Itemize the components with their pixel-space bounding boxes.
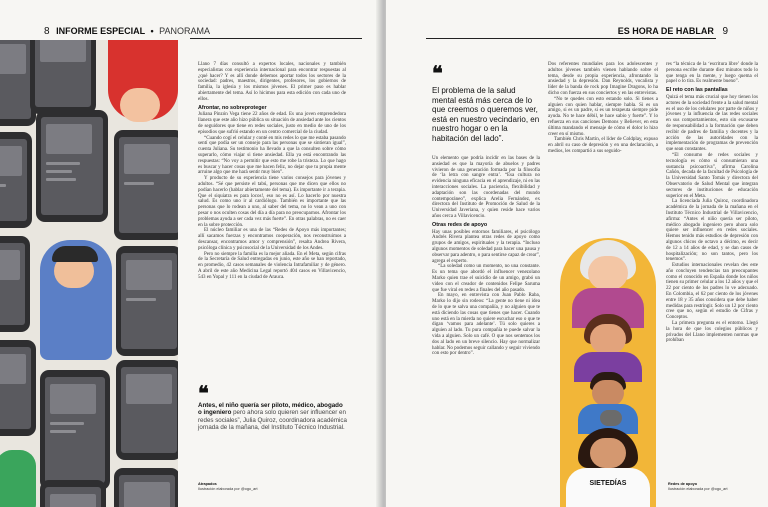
mother-face (590, 324, 626, 354)
subheading: El reto con las pantallas (666, 87, 728, 94)
paragraph: La primera pregunta es el entorno. Llegó la hora de que los colegios públicos y privados del Llano implementen normas que prohíban (666, 321, 758, 344)
phone-graphic (0, 340, 36, 436)
left-caption (198, 482, 298, 491)
subheading: Otras redes de apoyo (432, 221, 488, 228)
green-figure (0, 450, 36, 507)
paragraph: Pero no siempre la familia es la mejor aliada. En el Meta, según cifras de la Secretaría de Salud entregadas en junio, este año se han reportado, en promedio, 42 casos semanales de violencia Intrafamiliar y de género. A abril de este año Medicina Legal reportó 404 casos en Villavicencio, 543 en Yopal y 111 en la ciudad de Arauca. (198, 251, 346, 280)
phone-graphic (114, 468, 178, 507)
caption-credit: Ilustración elaborada por @ogo_art (668, 486, 728, 491)
paragraph: La licenciada Julia Quiroz, coordinadora académica de la jornada de la mañana en el Instituto Técnico Industrial de Villavicencio, afirma: “Antes el niño quería ser piloto, médico abogado ingeniero pero ahora solo quiere ser influencer en redes sociales. Hemos tenido más estudios de depresión con algunos chicos de octavo a décimo, es decir de 12 a 14 años de edad, y se dan casos de hospitalización; no son tantos, pero los tenemos”. (666, 199, 758, 263)
paragraph: Quizá el tema más crucial que hoy tienen los actores de la sociedad frente a la salud mental es el uso de los celulares por parte de niños y jóvenes y la influencia de las redes sociales en sus comportamientos, esto sin excusarse de responsabilidad a la formación que deben recibir de padres de familia y docentes y la acción de las autoridades con la implementación de programas de prevención que sean constantes. (666, 94, 758, 153)
left-page-number: 8 (44, 26, 50, 37)
paragraph: Dos referentes mundiales para los adolescentes y adultos jóvenes también vienen hablando sobre el tema, desde su propia experiencia, afrontando la ansiedad y la depresión. Dan Reynolds, vocalista y líder de la banda de rock pop Imagine Dragons, lo ha dicho con fuerza en sus conciertos y en las entrevistas. (548, 62, 658, 96)
phone-graphic (114, 130, 178, 240)
paragraph: Juliana Pinzón Vega tiene 22 años de edad. Es una joven emprendedora llanera que este año hizo pública su situación de ansiedad ante los cientos de seguidores que tiene en redes sociales, justo en medio de uno de los episodios que sufrió estando en un centro comercial de la ciudad. (198, 112, 346, 135)
phone-graphic (40, 480, 106, 507)
pull-quote-rest: pero ahora solo quieren ser influencer en redes sociales”, Julia Quiroz, coordinadora académica jornada de la mañana, del Instituto Técnico Industrial. (198, 409, 347, 432)
pull-quote-text: El problema de la salud mental está más cerca de lo que creemos o queremos ver, está en nuestro vecindario, en nuestro hogar o en la habitación del lado”. (432, 86, 540, 143)
subheading: Afrontar, no sobreproteger (198, 104, 267, 111)
right-page-number: 9 (722, 26, 728, 37)
header-separator: • (150, 26, 154, 36)
girl-face (590, 438, 626, 468)
right-article-column-1 (432, 156, 540, 357)
caption-title: Redes de apoyo (668, 482, 698, 486)
paragraph: “La soledad como un momento, no una constante. Es un tema que abordó el influencer venezolano Marko quien trae el suicidio de un amigo, grabó un video con el creador de contenidos Felipe Saruma que fue viral en redes a finales del año pasado. (432, 264, 540, 293)
paragraph: Llano 7 días consultó a expertos locales, nacionales y también especialistas con experiencia internacional para encontrar respuestas al ¿qué hacer? Y es allí donde debemos aportar todos los sectores de la sociedad: padres, maestros, dirigentes, profesores, los gobiernos de familia, la iglesia y los mismos jóvenes. El primer paso es hablar abiertamente del tema. Así lo hicimos para esta edición con cada uno de ellos. (198, 62, 346, 102)
caption-title: Atrapados (198, 482, 217, 486)
cat-figure (600, 410, 622, 426)
left-article-column (198, 62, 346, 280)
paragraph: Hay unas posibles entornos familiares, el psicólogo Andrés Rivera plantea otras redes de apoyo como grupos de amigos, espirituales y la terapia. “Incluso algunos momentos de soledad para hacer una pausa y observar para adentro, o para sentirse capaz de crear”, agrega el experto. (432, 229, 540, 264)
paragraph: Un elemento que podría incidir en las bases de la ansiedad es que la mayoría de abuelos y padres vivieron de una generación formada por la filosofía de ‘la letra con sangre entra’. “Esa cultura no evidencia ninguna eficacia en el aprendizaje, ni en las interacciones sociales. La paciencia, flexibilidad y adaptación son las coordenadas del mundo contemporáneo”, explica Arelia Fernández, ex directora del Instituto de Promoción de Salud de la Universidad Javeriana, y quien reside hace varios años cerca a Villavicencio. (432, 156, 540, 219)
paragraph: En mayo, en entrevista con Juan Pablo Raba, Marko lo dijo sin rodeos: “La gente no tiene ni idea de lo que te salva una compañía, y no alguien que te está diciendo las cosas que tienes que hacer. Cuando uno está en la mierda no quiere escuchar eso o que te digan ‘vamos para adelante’. Tú solo quieres a alguien al lado. Tu pura compañía te puede salvar la vida a alguien. Solo un café. O que nos sentemos los dos al lado en un breve silencio. Hay que normalizar hablar. No podemos seguir callando y seguir viviendo con esto por dentro”. (432, 293, 540, 357)
phones-illustration (0, 40, 178, 507)
paragraph: “Cuando cogí el celular y conté en mis redes lo que me estaba pasando sentí que podía ser un consejo para las personas que se sintieran igual”, cuenta Juliana. Su testimonio ha llevado a que la consulten sobre cómo superarlo, cómo viajar si tiene ansiedad. Ella ya está encontrando las respuestas: “No voy a permitir que esto me robe la tristeza. Lo que hago es buscar y hacer cosas que me hacen feliz, no dejar que tu propia mente arruine algo que me hará sentir muy bien”. (198, 135, 346, 176)
left-pull-quote (198, 383, 348, 432)
right-page-header (618, 26, 728, 37)
phone-graphic (116, 246, 178, 356)
quote-mark-icon: ❝ (198, 383, 209, 405)
paragraph: También Chris Martin, el líder de Coldplay, expuso en abril su caso de depresión y en una declaración, a medios, les compartió a sus seguido- (548, 137, 658, 154)
paragraph: Y producto de su experiencia tiene varios consejos para jóvenes y adultos. “Sé que persiste el tabú, personas que me dicen que ellos no podían hacerlo (hablar abiertamente del tema). Es importante ir a terapia. Que el siquiatra es para locos!, eso no es así. Lo hacerlo por nuestra salud. Es como uno ir al cardiólogo. También es importante que las personas que lo rodean a uno, al saber del tema, no lo vean a uno con pesar o nos oculten cosas del día a día para no preocuparnos. Afrontar los problemas ayuda a ser cada vez más fuerte”. En otras palabras, no es caer en la sobre protección. (198, 176, 346, 228)
phone-graphic (0, 236, 30, 332)
right-pull-quote (432, 63, 540, 143)
subsection-title: PANORAMA (159, 26, 210, 36)
left-page (0, 0, 380, 507)
section-title: INFORME ESPECIAL (56, 26, 145, 36)
phone-graphic (30, 40, 96, 114)
right-article-column-3 (666, 62, 758, 344)
paragraph: Estudios internacionales revelan des este año concluyen tendencias tan preocupantes como el conocido en España donde los niños tienen su primer celular a los 12 años y que el 22 por ciento de los padres lo ve adecuado. En Colombia, el 62 por ciento de los jóvenes entre 18 y 35 años considera que debe haber medidas para restringir. Solo un 12 por ciento cree que no, según el estudio de Cifras y Conceptos. (666, 263, 758, 321)
right-article-column-2 (548, 62, 658, 155)
girl-body (566, 468, 650, 507)
left-header-rule (190, 38, 362, 39)
family-illustration (550, 230, 660, 507)
caption-credit: Ilustración elaborada por @ogo_art (198, 486, 258, 491)
phone-graphic (116, 360, 178, 460)
phone-graphic (40, 370, 110, 490)
phone-graphic (0, 132, 32, 228)
phone-graphic (36, 110, 108, 222)
right-header-rule (426, 38, 716, 39)
figure-hair (52, 246, 98, 262)
paragraph: “El consumo de redes sociales y tecnología es cómo si consumieran una sustancia psicoactiva”, afirma Carolina Cañón, decada de la facultad de Psicología de la Universidad Santo Tomás y directora del Observatorio de Salud Mental que integran sectores de instituciones de educación superior en el Meta. (666, 152, 758, 199)
quote-mark-icon: ❝ (432, 63, 443, 85)
left-page-header (44, 26, 210, 37)
grandmother-face (588, 256, 628, 290)
hand-figure (120, 88, 160, 122)
paragraph: res “la técnica de la ‘escritura libre’ donde la persona escribe durante diez minutos todo lo que tenga en la mente, y luego quema el papel o lo tira. Es realmente bueno”. (666, 62, 758, 85)
shirt-logo-text: SIETEDÍAS (589, 480, 627, 487)
section-title: ES HORA DE HABLAR (617, 26, 714, 36)
pull-quote-text (198, 402, 348, 432)
right-caption (668, 482, 758, 491)
boy-face (592, 380, 624, 406)
paragraph: El núcleo familiar es una de las “Redes de Apoyo más importantes; allí sacamos fuerzas y encontramos cooperación, nos reconstruimos a descansar, encontramos amor y comprensión”, resalta Andrea Rivera, psicóloga clínica y psicosocial de la Universidad de los Andes. (198, 228, 346, 251)
paragraph: “No te quedes con esto estando solo. Si tienes a alguien con quien hablar, siempre habla. Si es un amigo, si es un padre, si es un terapeuta siempre pide ayuda. No te hace débil, te hace sabio y fuerte”. Y lo refuerza en sus canciones Demons y Believer, en esta última mandando el mensaje de cómo el dolor lo hizo creer en sí mismo. (548, 96, 658, 137)
right-page (386, 0, 768, 507)
pull-quote-bold: Antes, el niño quería ser piloto, médico, abogado o ingeniero (198, 402, 343, 417)
